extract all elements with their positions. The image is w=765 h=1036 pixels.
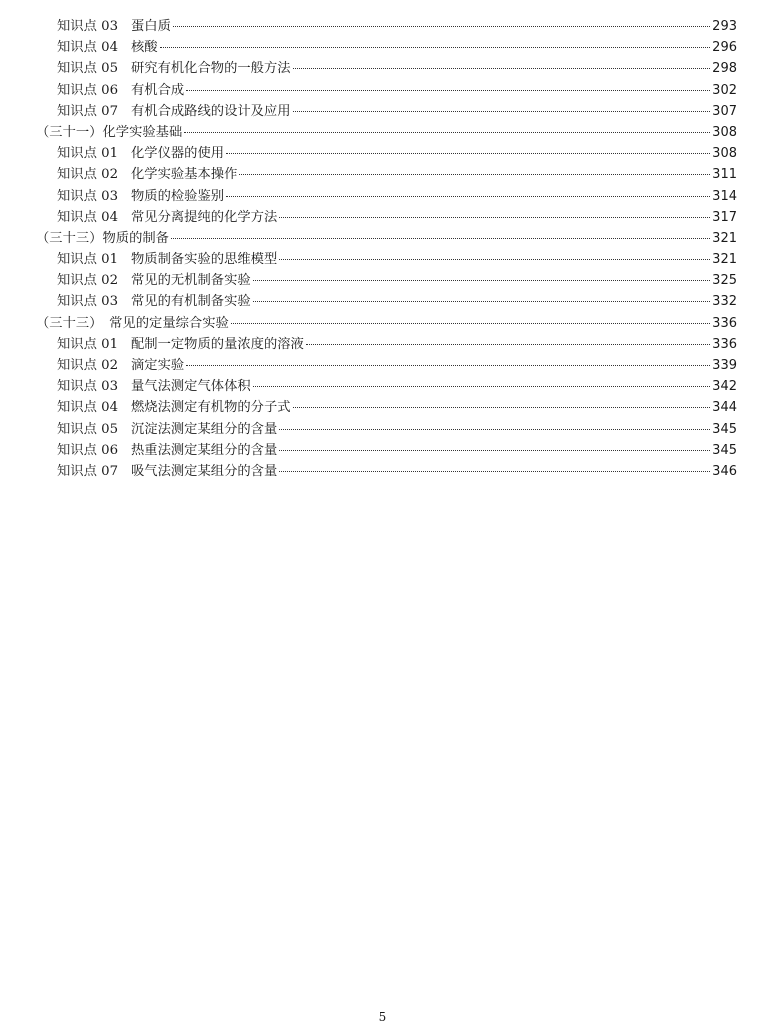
dot-leader: [293, 406, 711, 408]
toc-entry-page: 342: [712, 379, 737, 395]
toc-entry-title: 燃烧法测定有机物的分子式: [131, 400, 291, 416]
toc-entry-title: 化学仪器的使用: [131, 146, 225, 162]
page-number: 5: [378, 1010, 387, 1024]
table-of-contents: [0, 16, 765, 482]
toc-entry-page: 336: [712, 315, 737, 331]
toc-entry[interactable]: [0, 291, 765, 312]
toc-entry-page: 325: [712, 273, 737, 289]
toc-entry[interactable]: [0, 355, 765, 376]
toc-entry[interactable]: [0, 186, 765, 207]
toc-entry[interactable]: [0, 419, 765, 440]
toc-entry-title: 沉淀法测定某组分的含量: [131, 421, 278, 437]
toc-entry-title: 常见的有机制备实验: [131, 294, 251, 310]
toc-entry-code: 知识点 07: [57, 103, 119, 119]
toc-entry-code: 知识点 03: [57, 294, 119, 310]
toc-entry-page: 345: [712, 442, 737, 458]
dot-leader: [279, 470, 710, 472]
toc-entry-title: 吸气法测定某组分的含量: [131, 463, 278, 479]
toc-section-entry[interactable]: [0, 228, 765, 249]
dot-leader: [173, 25, 710, 27]
dot-leader: [279, 449, 710, 451]
toc-entry-page: 308: [712, 146, 737, 162]
toc-entry-title: 滴定实验: [131, 358, 185, 373]
dot-leader: [293, 67, 711, 69]
dot-leader: [226, 152, 710, 154]
toc-entry-code: 知识点 04: [57, 400, 119, 416]
toc-entry-title: 常见分离提纯的化学方法: [131, 209, 278, 225]
toc-entry-code: 知识点 06: [57, 442, 119, 458]
dot-leader: [279, 258, 710, 260]
toc-entry-page: 321: [712, 230, 737, 246]
toc-entry-code: 知识点 07: [57, 463, 119, 479]
toc-section-entry[interactable]: [0, 122, 765, 143]
toc-entry-code: 知识点 02: [57, 358, 119, 373]
toc-entry-title: 有机合成: [131, 82, 185, 98]
toc-entry-page: 293: [712, 19, 737, 34]
toc-entry-page: 296: [712, 40, 737, 56]
toc-entry-page: 344: [712, 400, 737, 416]
toc-entry-page: 336: [712, 336, 737, 352]
dot-leader: [231, 322, 710, 324]
toc-entry-title: 配制一定物质的量浓度的溶液: [131, 336, 304, 352]
toc-entry-code: 知识点 02: [57, 167, 119, 183]
toc-entry-page: 332: [712, 294, 737, 310]
toc-entry[interactable]: [0, 16, 765, 37]
toc-entry[interactable]: [0, 440, 765, 461]
dot-leader: [160, 46, 711, 48]
toc-entry-title: 物质的检验鉴别: [131, 188, 225, 204]
dot-leader: [253, 300, 711, 302]
toc-entry[interactable]: [0, 461, 765, 482]
toc-entry-code: 知识点 05: [57, 421, 119, 437]
toc-entry-code: 知识点 02: [57, 273, 119, 289]
toc-entry-title: 物质制备实验的思维模型: [131, 252, 278, 268]
toc-entry-code: 知识点 01: [57, 252, 119, 268]
toc-entry-code: 知识点 04: [57, 209, 119, 225]
toc-section-entry[interactable]: [0, 313, 765, 334]
dot-leader: [279, 216, 710, 218]
toc-entry-code: 知识点 03: [57, 188, 119, 204]
dot-leader: [306, 343, 710, 345]
toc-entry-page: 345: [712, 421, 737, 437]
toc-entry-title: 有机合成路线的设计及应用: [131, 103, 291, 119]
toc-entry[interactable]: [0, 207, 765, 228]
toc-entry-page: 308: [712, 124, 737, 140]
dot-leader: [293, 110, 711, 112]
toc-entry[interactable]: [0, 37, 765, 58]
toc-entry[interactable]: [0, 101, 765, 122]
toc-entry[interactable]: [0, 249, 765, 270]
dot-leader: [186, 364, 710, 366]
toc-entry-page: 339: [712, 358, 737, 373]
toc-entry-code: 知识点 03: [57, 19, 119, 34]
dot-leader: [239, 173, 710, 175]
toc-entry-page: 298: [712, 61, 737, 77]
toc-entry-title: （三十三）物质的制备: [36, 230, 169, 246]
dot-leader: [253, 279, 711, 281]
toc-entry-title: 化学实验基本操作: [131, 167, 238, 183]
toc-entry-title: 核酸: [131, 40, 158, 56]
toc-entry-page: 314: [712, 188, 737, 204]
toc-entry-code: 知识点 05: [57, 61, 119, 77]
toc-entry-page: 317: [712, 209, 737, 225]
toc-entry-title: 热重法测定某组分的含量: [131, 442, 278, 458]
toc-entry-page: 307: [712, 103, 737, 119]
dot-leader: [186, 89, 710, 91]
toc-entry-page: 321: [712, 252, 737, 268]
toc-entry-title: 常见的无机制备实验: [131, 273, 251, 289]
dot-leader: [171, 237, 710, 239]
toc-entry-code: 知识点 04: [57, 40, 119, 56]
toc-entry-code: 知识点 01: [57, 146, 119, 162]
toc-entry[interactable]: [0, 164, 765, 185]
toc-entry-title: （三十三） 常见的定量综合实验: [36, 315, 229, 331]
toc-entry-title: 蛋白质: [131, 19, 171, 34]
toc-entry[interactable]: [0, 270, 765, 291]
toc-entry-title: 研究有机化合物的一般方法: [131, 61, 291, 77]
dot-leader: [279, 428, 710, 430]
toc-entry[interactable]: [0, 376, 765, 397]
toc-entry-title: 量气法测定气体体积: [131, 379, 251, 395]
dot-leader: [226, 195, 710, 197]
toc-entry-code: 知识点 06: [57, 82, 119, 98]
toc-entry-page: 311: [712, 167, 737, 183]
toc-entry[interactable]: [0, 334, 765, 355]
dot-leader: [253, 385, 711, 387]
toc-entry[interactable]: [0, 58, 765, 79]
toc-entry[interactable]: [0, 80, 765, 101]
toc-entry[interactable]: [0, 397, 765, 418]
dot-leader: [184, 131, 710, 133]
toc-entry-code: 知识点 03: [57, 379, 119, 395]
toc-entry-page: 302: [712, 82, 737, 98]
toc-entry-code: 知识点 01: [57, 336, 119, 352]
toc-entry-page: 346: [712, 463, 737, 479]
toc-entry[interactable]: [0, 143, 765, 164]
toc-entry-title: （三十一）化学实验基础: [36, 124, 183, 140]
